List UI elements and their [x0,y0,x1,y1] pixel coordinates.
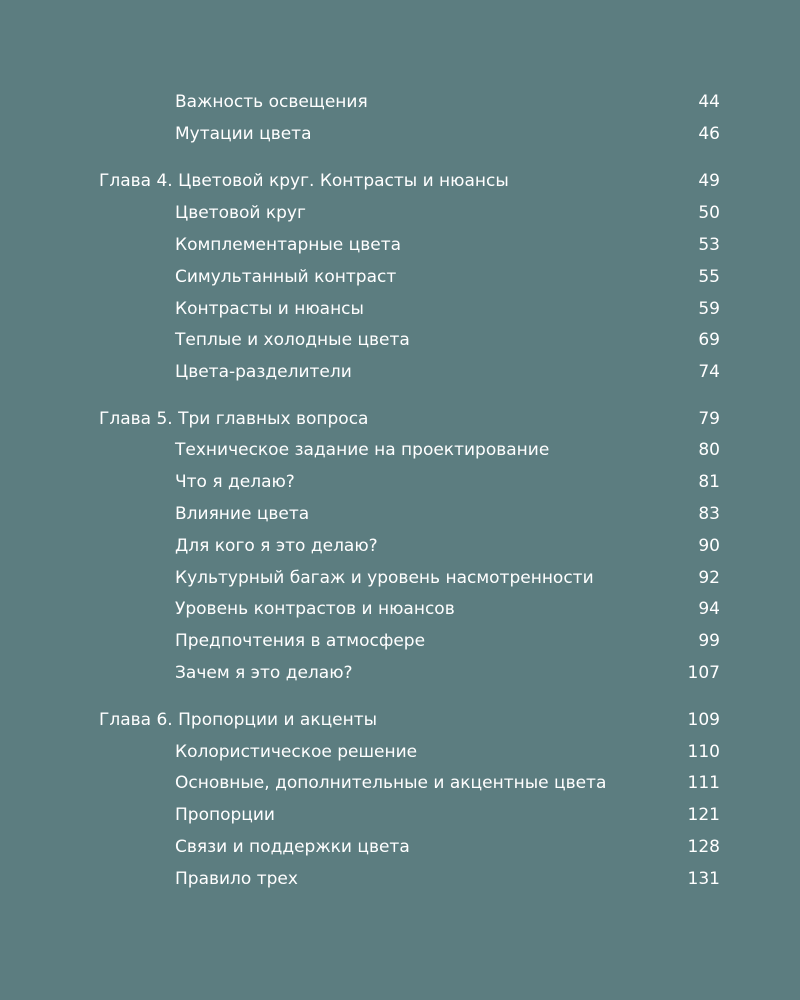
toc-entry-title: Предпочтения в атмосфере [175,631,426,651]
toc-entry-page: 59 [698,299,720,319]
toc-entry-page: 110 [687,742,720,762]
toc-entry-page: 74 [698,362,720,382]
toc-entry-page: 107 [687,663,720,683]
toc-entry-title: Колористическое решение [175,742,418,762]
toc-entry [0,834,800,860]
toc-entry [0,533,800,559]
toc-entry-page: 83 [698,504,720,524]
toc-entry-title: Контрасты и нюансы [175,299,364,319]
toc-chapter-page: 109 [687,710,720,730]
toc-entry [0,770,800,796]
toc-entry [0,200,800,226]
toc-entry-title: Правило трех [175,869,298,889]
toc-entry-page: 94 [698,599,720,619]
toc-entry-title: Культурный багаж и уровень насмотренности [175,568,594,588]
toc-entry [0,596,800,622]
toc-entry [0,866,800,892]
toc-entry [0,802,800,828]
toc-entry [0,501,800,527]
toc-entry-page: 99 [698,631,720,651]
toc-entry-page: 53 [698,235,720,255]
toc-entry-title: Уровень контрастов и нюансов [175,599,455,619]
toc-entry-title: Техническое задание на проектирование [175,440,550,460]
toc-entry-page: 121 [687,805,720,825]
toc-entry [0,296,800,322]
toc-entry-title: Симультанный контраст [175,267,397,287]
toc-chapter-page: 79 [698,409,720,429]
toc-entry-title: Теплые и холодные цвета [175,330,410,350]
toc-entry-title: Комплементарные цвета [175,235,402,255]
toc-entry [0,739,800,765]
toc-entry-title: Важность освещения [175,92,368,112]
toc-chapter [0,406,800,432]
toc-entry-page: 55 [698,267,720,287]
toc-entry [0,232,800,258]
toc-entry-title: Связи и поддержки цвета [175,837,410,857]
toc-entry-page: 81 [698,472,720,492]
toc-chapter [0,168,800,194]
toc-entry-page: 92 [698,568,720,588]
toc-entry-title: Пропорции [175,805,275,825]
toc-entry-title: Мутации цвета [175,124,312,144]
toc-entry [0,327,800,353]
toc-entry [0,565,800,591]
toc-entry [0,89,800,115]
toc-chapter [0,707,800,733]
toc-entry [0,660,800,686]
toc-entry [0,628,800,654]
toc-entry [0,264,800,290]
toc-entry-title: Что я делаю? [175,472,295,492]
toc-chapter-page: 49 [698,171,720,191]
toc-entry-title: Цвета-разделители [175,362,352,382]
toc-entry-title: Влияние цвета [175,504,310,524]
toc-chapter-title: Глава 5. Три главных вопроса [99,409,369,429]
toc-entry-page: 80 [698,440,720,460]
toc-entry-title: Зачем я это делаю? [175,663,353,683]
toc-entry-page: 69 [698,330,720,350]
toc-entry-page: 50 [698,203,720,223]
toc-entry [0,121,800,147]
toc-entry-page: 128 [687,837,720,857]
toc-chapter-title: Глава 6. Пропорции и акценты [99,710,378,730]
toc-entry-page: 90 [698,536,720,556]
toc-entry-page: 111 [687,773,720,793]
toc-entry-title: Основные, дополнительные и акцентные цвета [175,773,607,793]
toc-entry-page: 131 [687,869,720,889]
toc-entry [0,437,800,463]
toc-entry-page: 44 [698,92,720,112]
toc-entry-page: 46 [698,124,720,144]
toc-entry-title: Для кого я это делаю? [175,536,378,556]
toc-entry [0,469,800,495]
toc-entry [0,359,800,385]
toc-chapter-title: Глава 4. Цветовой круг. Контрасты и нюансы [99,171,509,191]
toc-entry-title: Цветовой круг [175,203,306,223]
